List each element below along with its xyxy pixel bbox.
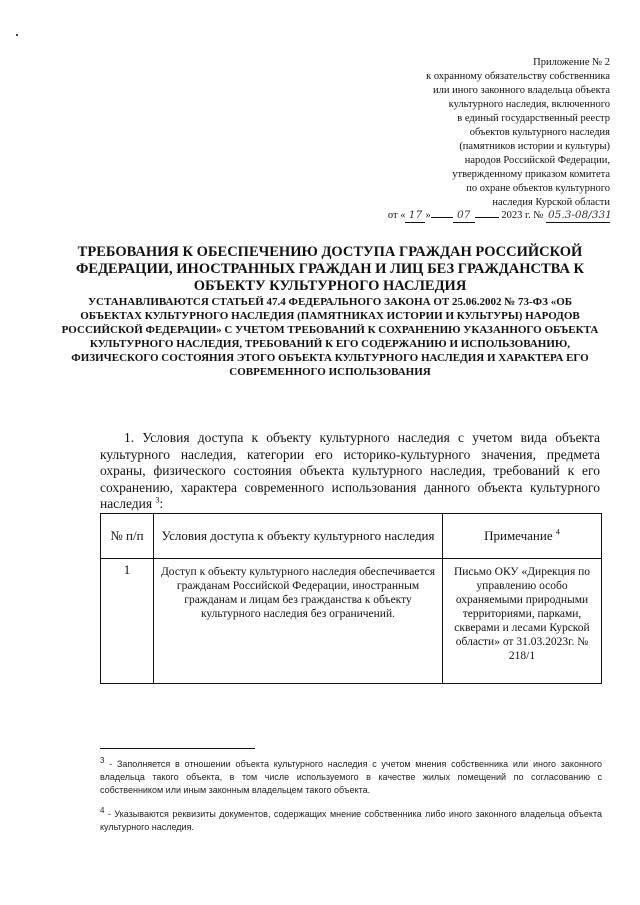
footnote-text: - Указываются реквизиты документов, содержащих мнение собственника либо иного законного владельца объекта культурного наследия. xyxy=(100,809,602,832)
requirements-title xyxy=(60,244,600,379)
header-num: № п/п xyxy=(101,514,154,559)
appendix-line: народов Российской Федерации, xyxy=(464,155,610,166)
margin-mark xyxy=(16,34,18,36)
header-conditions: Условия доступа к объекту культурного наследия xyxy=(154,514,443,559)
footnote-text: - Заполняется в отношении объекта культурного наследия с учетом мнения собственника или иного законного владельца такого объекта, в том числе используемого в качестве жилых помещений по согласованию с собственником или иным законным владельцем такого объекта. xyxy=(100,759,602,795)
footnote-ref-3: 3 xyxy=(155,495,160,505)
appendix-line: в единый государственный реестр xyxy=(457,113,610,124)
date-year: 2023 г. № xyxy=(501,210,544,221)
paragraph-end: : xyxy=(159,496,164,511)
date-month: 07 xyxy=(453,208,475,223)
paragraph-1 xyxy=(100,430,600,513)
footnote-ref-4: 4 xyxy=(555,527,560,537)
appendix-line: утвержденному приказом комитета xyxy=(452,169,610,180)
table-row xyxy=(101,559,602,684)
appendix-line: по охране объектов культурного xyxy=(466,183,610,194)
appendix-line: (памятников истории и культуры) xyxy=(459,141,610,152)
cell-note: Письмо ОКУ «Дирекция по управлению особо охраняемыми природными территориями, парками, скверами и лесами Курской области» от 31.03.2023г. № 218/1 xyxy=(443,559,602,684)
date-mid: » xyxy=(425,210,431,221)
cell-num: 1 xyxy=(101,559,154,684)
footnote-4 xyxy=(100,808,602,834)
appendix-line: культурного наследия, включенного xyxy=(448,99,610,110)
date-day: 17 xyxy=(405,208,425,223)
footnote-divider xyxy=(100,748,255,749)
appendix-line: Приложение № 2 xyxy=(533,57,610,68)
footnote-3 xyxy=(100,758,602,797)
date-prefix: от « xyxy=(387,210,406,221)
blank-line xyxy=(431,217,453,218)
title-main: ТРЕБОВАНИЯ К ОБЕСПЕЧЕНИЮ ДОСТУПА ГРАЖДАН РОССИЙСКОЙ ФЕДЕРАЦИИ, ИНОСТРАННЫХ ГРАЖДАН И ЛИЦ БЕЗ ГРАЖДАНСТВА К ОБЪЕКТУ КУЛЬТУРНОГО НАСЛЕДИЯ xyxy=(75,244,585,294)
order-number: 05.3-08/331 xyxy=(548,209,612,221)
table-header-row xyxy=(101,514,602,559)
access-requirements-table xyxy=(100,513,602,684)
order-date-line xyxy=(388,208,610,223)
cell-conditions: Доступ к объекту культурного наследия обеспечивается гражданам Российской Федерации, иностранным гражданам и лицам без гражданства к объекту культурного наследия без ограничений. xyxy=(154,559,443,684)
blank-line xyxy=(475,217,499,218)
appendix-line: к охранному обязательству собственника xyxy=(426,71,610,82)
title-sub: УСТАНАВЛИВАЮТСЯ СТАТЬЕЙ 47.4 ФЕДЕРАЛЬНОГО ЗАКОНА ОТ 25.06.2002 № 73-ФЗ «ОБ ОБЪЕКТАХ КУЛЬТУРНОГО НАСЛЕДИЯ (ПАМЯТНИКАХ ИСТОРИИ И КУЛЬТУРЫ) НАРОДОВ РОССИЙСКОЙ ФЕДЕРАЦИИ» С УЧЕТОМ ТРЕБОВАНИЙ К СОХРАНЕНИЮ УКАЗАННОГО ОБЪЕКТА КУЛЬТУРНОГО НАСЛЕДИЯ, ТРЕБОВАНИЙ К ЕГО СОДЕРЖАНИЮ И ИСПОЛЬЗОВАНИЮ, ФИЗИЧЕСКОГО СОСТОЯНИЯ ЭТОГО ОБЪЕКТА КУЛЬТУРНОГО НАСЛЕДИЯ И ХАРАКТЕРА ЕГО СОВРЕМЕННОГО ИСПОЛЬЗОВАНИЯ xyxy=(61,296,599,378)
footnote-mark: 4 xyxy=(100,806,105,815)
paragraph-text: 1. Условия доступа к объекту культурного наследия с учетом вида объекта культурного наследия, категории его историко-культурного значения, предмета охраны, физического состояния объекта культурного наследия, требований к его сохранению, характера современного использования данного объекта культурного наследия xyxy=(100,430,600,511)
appendix-header xyxy=(370,56,610,210)
header-note xyxy=(443,514,602,559)
appendix-line: наследия Курской области xyxy=(492,197,610,208)
appendix-line: объектов культурного наследия xyxy=(469,127,610,138)
header-note-label: Примечание xyxy=(484,528,553,543)
footnote-mark: 3 xyxy=(100,756,105,765)
appendix-line: или иного законного владельца объекта xyxy=(433,85,610,96)
